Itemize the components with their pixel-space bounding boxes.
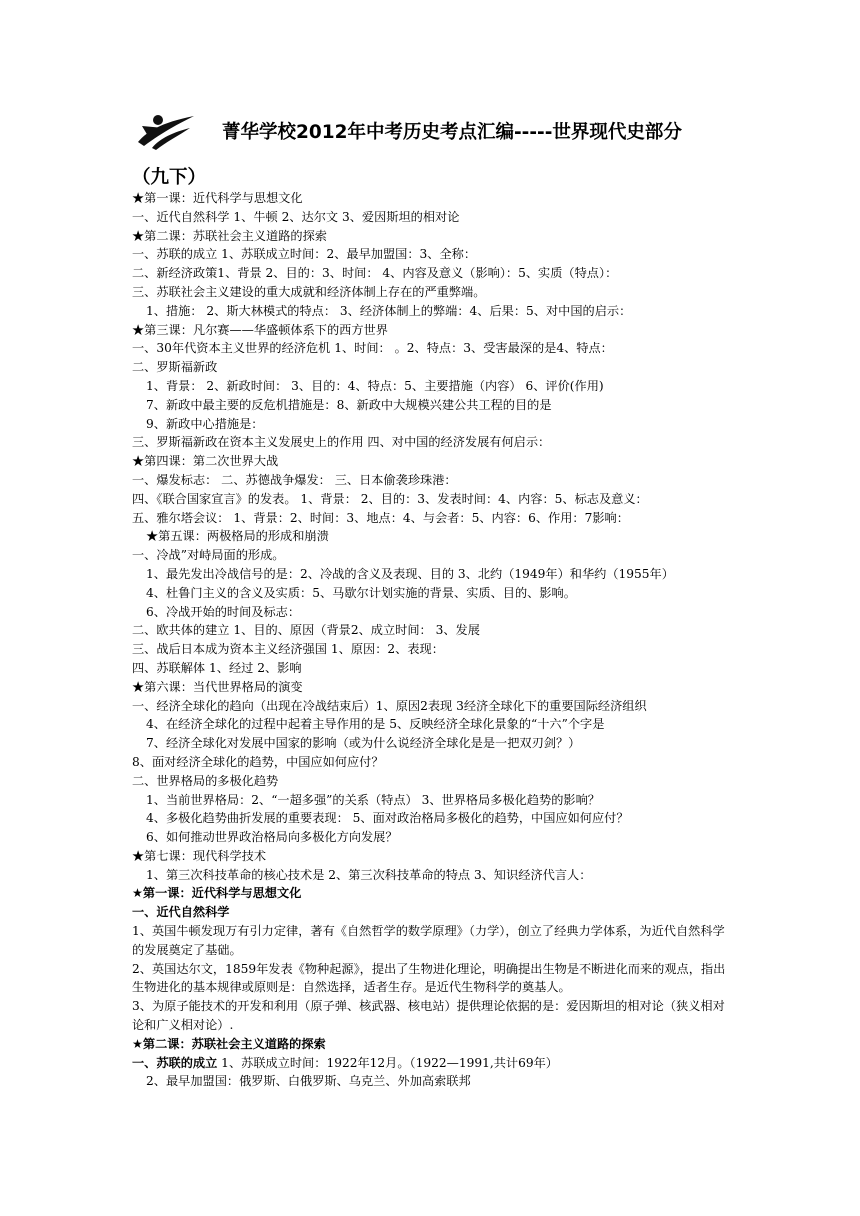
outline-line: 1、背景： 2、新政时间： 3、目的：4、特点：5、主要措施（内容） 6、评价(作用) <box>146 378 604 393</box>
outline-line: 一、近代自然科学 1、牛顿 2、达尔文 3、爱因斯坦的相对论 <box>132 209 460 224</box>
outline-line: 1、当前世界格局：2、“一超多强”的关系（特点） 3、世界格局多极化趋势的影响？ <box>146 792 600 807</box>
document-body <box>132 189 732 1091</box>
document-title: 菁华学校2012年中考历史考点汇编-----世界现代史部分 <box>222 122 682 143</box>
lesson2-heading: ★第二课：苏联社会主义道路的探索 <box>132 1036 326 1051</box>
detail-line: 2、最早加盟国：俄罗斯、白俄罗斯、乌克兰、外加高索联邦 <box>146 1074 471 1089</box>
lesson1-heading: ★第一课：近代科学与思想文化 <box>132 886 302 901</box>
outline-line: 二、新经济政策1、背景 2、目的：3、时间： 4、内容及意义（影响）：5、实质（特点）： <box>132 266 618 281</box>
section1-heading: 一、近代自然科学 <box>132 905 230 920</box>
outline-line: 二、罗斯福新政 <box>132 360 218 375</box>
outline-line: 一、苏联的成立 1、苏联成立时间：2、最早加盟国：3、全称： <box>132 247 477 262</box>
outline-line: ★第六课：当代世界格局的演变 <box>132 679 303 694</box>
outline-line: 三、苏联社会主义建设的重大成就和经济体制上存在的严重弊端。 <box>132 284 486 299</box>
outline-line: 7、新政中最主要的反危机措施是：8、新政中大规模兴建公共工程的目的是 <box>146 397 552 412</box>
outline-line: 五、雅尔塔会议： 1、背景：2、时间：3、地点：4、与会者：5、内容：6、作用：7影响： <box>132 510 629 525</box>
outline-line: 四、苏联解体 1、经过 2、影响 <box>132 660 302 675</box>
outline-line: 二、世界格局的多极化趋势 <box>132 773 279 788</box>
outline-line: ★第七课：现代科学技术 <box>132 848 267 863</box>
outline-line: ★第三课：凡尔赛——华盛顿体系下的西方世界 <box>132 322 388 337</box>
outline-line: 一、冷战”对峙局面的形成。 <box>132 548 285 563</box>
detail-paragraph: 3、为原子能技术的开发和利用（原子弹、核武器、核电站）提供理论依据的是：爱因斯坦的相对论（狭义相对论和广义相对论）. <box>132 999 725 1033</box>
outline-line: 7、经济全球化对发展中国家的影响（或为什么说经济全球化是是一把双刃剑？） <box>146 736 581 751</box>
outline-line: 4、杜鲁门主义的含义及实质：5、马歇尔计划实施的背景、实质、目的、影响。 <box>146 585 576 600</box>
outline-line: 9、新政中心措施是： <box>146 416 264 431</box>
outline-line: 8、面对经济全球化的趋势，中国应如何应付？ <box>132 754 384 769</box>
outline-line: 1、第三次科技革命的核心技术是 2、第三次科技革命的特点 3、知识经济代言人： <box>146 867 592 882</box>
outline-line: 一、30年代资本主义世界的经济危机 1、时间： 。2、特点：3、受害最深的是4、特点： <box>132 341 613 356</box>
outline-line: 三、罗斯福新政在资本主义发展史上的作用 四、对中国的经济发展有何启示： <box>132 435 551 450</box>
outline-line: 三、战后日本成为资本主义经济强国 1、原因：2、表现： <box>132 642 444 657</box>
outline-line: 二、欧共体的建立 1、目的、原因（背景2、成立时间： 3、发展 <box>132 623 480 638</box>
outline-line: 4、多极化趋势曲折发展的重要表现： 5、面对政治格局多极化的趋势，中国应如何应付？ <box>146 811 629 826</box>
detail-paragraph: 2、英国达尔文，1859年发表《物种起源》，提出了生物进化理论，明确提出生物是不断进化而来的观点，指出生物进化的基本规律或原则是：自然选择，适者生存。是近代生物科学的奠基人。 <box>132 961 726 995</box>
document-subtitle: （九下） <box>132 167 207 188</box>
outline-line: 1、最先发出冷战信号的是：2、冷战的含义及表现、目的 3、北约（1949年）和华约（1955年） <box>146 566 674 581</box>
outline-line: 一、经济全球化的趋向（出现在冷战结束后）1、原因2表现 3经济全球化下的重要国际经济组织 <box>132 698 647 713</box>
detail-paragraph: 1、英国牛顿发现万有引力定律，著有《自然哲学的数学原理》（力学），创立了经典力学体系，为近代自然科学的发展奠定了基础。 <box>132 924 725 957</box>
outline-line: 1、措施： 2、斯大林模式的特点： 3、经济体制上的弊端：4、后果：5、对中国的启示： <box>146 303 632 318</box>
detail-line <box>132 1054 732 1073</box>
outline-line: ★第四课：第二次世界大战 <box>132 454 279 469</box>
outline-line: 一、爆发标志： 二、苏德战争爆发： 三、日本偷袭珍珠港： <box>132 472 457 487</box>
school-logo-icon <box>134 112 196 150</box>
outline-line: 6、冷战开始的时间及标志： <box>146 604 301 619</box>
outline-line: ★第一课：近代科学与思想文化 <box>132 191 303 205</box>
outline-line: 4、在经济全球化的过程中起着主导作用的是 5、反映经济全球化景象的“十六”个字是 <box>146 717 605 732</box>
outline-line: 四、《联合国家宣言》的发表。 1、背景： 2、目的：3、发表时间：4、内容：5、标志及意义： <box>132 491 648 506</box>
ussr-text: 1、苏联成立时间：1922年12月。（1922—1991,共计69年） <box>217 1055 558 1070</box>
ussr-heading: 一、苏联的成立 <box>132 1055 218 1070</box>
outline-line: 6、如何推动世界政治格局向多极化方向发展？ <box>146 830 398 845</box>
outline-line: ★第二课：苏联社会主义道路的探索 <box>132 228 327 243</box>
outline-line: ★第五课：两极格局的形成和崩溃 <box>146 529 329 544</box>
